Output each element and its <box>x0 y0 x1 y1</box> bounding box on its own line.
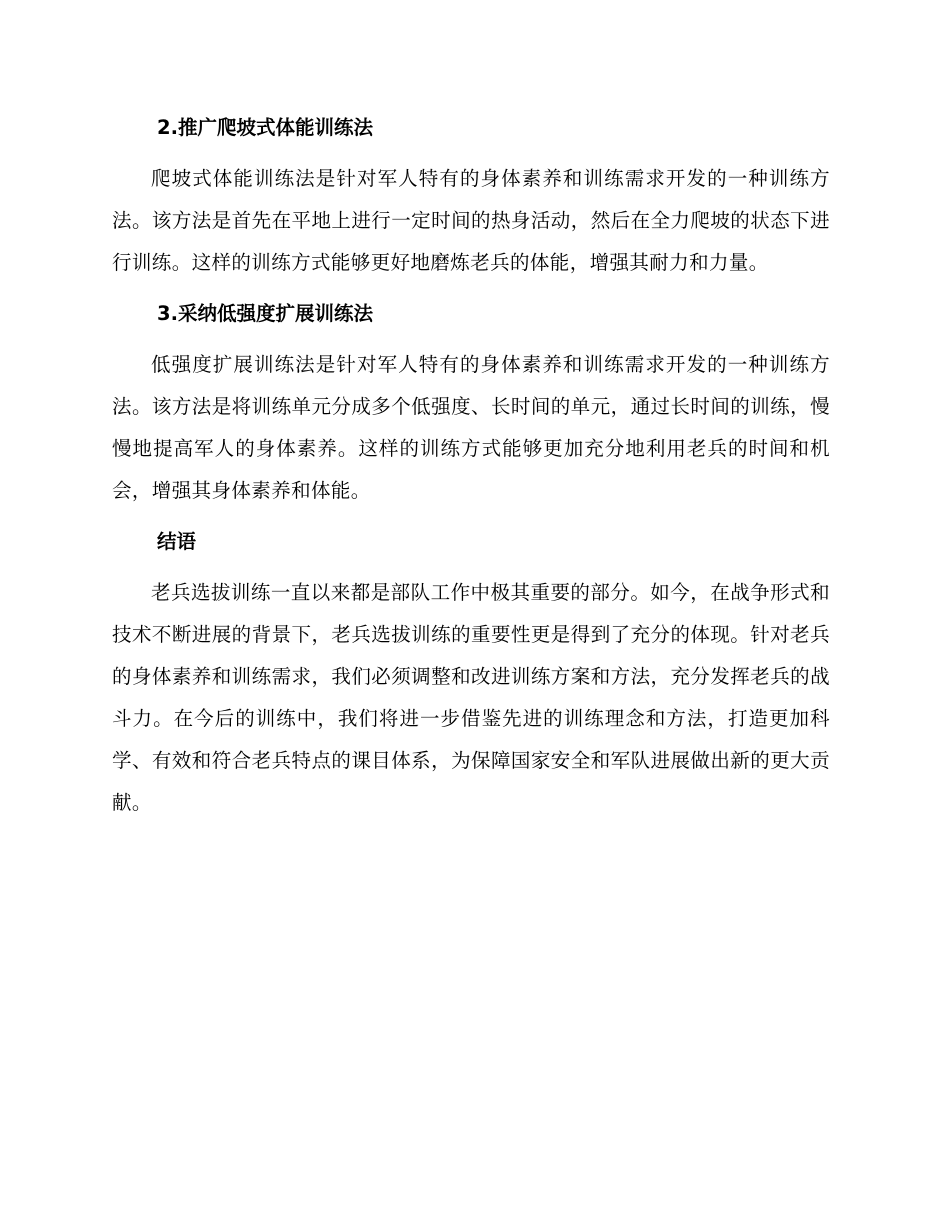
document-body <box>112 110 830 824</box>
section-heading-climbing-training: 2.推广爬坡式体能训练法 <box>157 116 373 139</box>
section-heading-conclusion: 结语 <box>157 530 197 553</box>
section-paragraph-low-intensity-training: 低强度扩展训练法是针对军人特有的身体素养和训练需求开发的一种训练方法。该方法是将训练单元分成多个低强度、长时间的单元，通过长时间的训练，慢慢地提高军人的身体素养。这样的训练方式能够更加充分地利用老兵的时间和机会，增强其身体素养和体能。 <box>112 353 830 502</box>
section-paragraph-climbing-training: 爬坡式体能训练法是针对军人特有的身体素养和训练需求开发的一种训练方法。该方法是首先在平地上进行一定时间的热身活动，然后在全力爬坡的状态下进行训练。这样的训练方式能够更好地磨炼老兵的体能，增强其耐力和力量。 <box>112 167 830 274</box>
section-heading-low-intensity-training: 3.采纳低强度扩展训练法 <box>157 302 373 325</box>
section-paragraph-conclusion: 老兵选拔训练一直以来都是部队工作中极其重要的部分。如今，在战争形式和技术不断进展的背景下，老兵选拔训练的重要性更是得到了充分的体现。针对老兵的身体素养和训练需求，我们必须调整和改进训练方案和方法，充分发挥老兵的战斗力。在今后的训练中，我们将进一步借鉴先进的训练理念和方法，打造更加科学、有效和符合老兵特点的课目体系，为保障国家安全和军队进展做出新的更大贡献。 <box>112 581 830 814</box>
